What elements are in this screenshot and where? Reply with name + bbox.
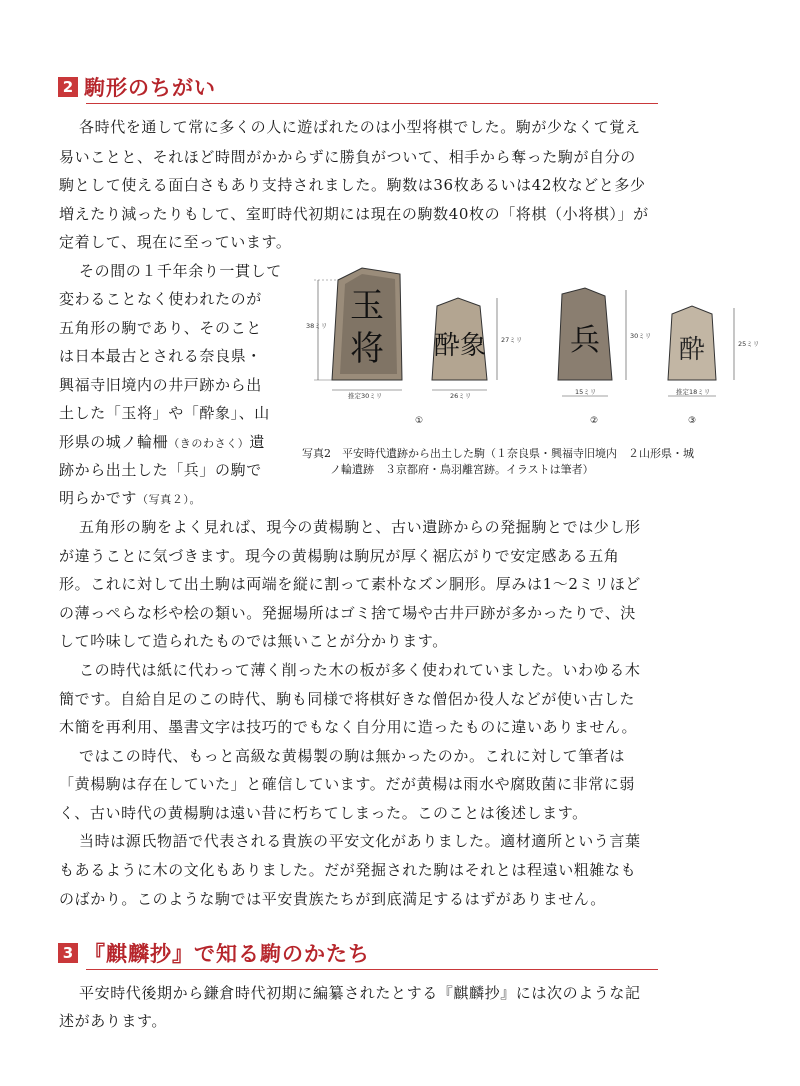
side-paragraph-line	[59, 432, 265, 454]
piece-suizo	[432, 298, 487, 380]
photo-reference: （写真２）。	[137, 493, 202, 506]
dimension-label: 26ミリ	[450, 392, 472, 400]
shogi-pieces-figure	[300, 262, 770, 430]
dimension-label: 25ミリ	[738, 340, 760, 348]
paragraph-line: 述があります。	[59, 1012, 168, 1030]
paragraph-line: の薄っぺらな杉や桧の類い。発掘場所はゴミ捨て場や古井戸跡が多かったりで、決	[59, 604, 636, 622]
paragraph-line: 五角形の駒をよく見れば、現今の黄楊駒と、古い遺跡からの発掘駒とでは少し形	[79, 518, 641, 536]
figure-caption-line: 写真2 平安時代遺跡から出土した駒（１奈良県・興福寺旧境内 ２山形県・城	[302, 447, 694, 460]
piece-gyokusho	[332, 268, 402, 380]
section-number-badge: 3	[58, 943, 78, 963]
dimension-label: 推定30ミリ	[348, 392, 383, 400]
figure-caption-line: ノ輪遺跡 ３京都府・鳥羽離宮跡。イラストは筆者）	[330, 463, 594, 476]
piece-glyph: 将	[350, 329, 384, 369]
paragraph-line: のばかり。このような駒では平安貴族たちが到底満足するはずがありません。	[59, 890, 606, 908]
paragraph-line: 形。これに対して出土駒は両端を縦に割って素朴なズン胴形。厚みは1〜2ミリほど	[59, 575, 641, 593]
piece-hei	[558, 288, 612, 380]
heading-rule	[86, 969, 658, 970]
paragraph-line: 「黄楊駒は存在していた」と確信しています。だが黄楊は雨水や腐敗菌に非常に弱	[59, 775, 636, 793]
paragraph-line: この時代は紙に代わって薄く削った木の板が多く使われていました。いわゆる木	[79, 661, 641, 679]
side-paragraph-line: その間の１千年余り一貫して	[79, 262, 282, 280]
paragraph-line: 簡です。自給自足のこの時代、駒も同様で将棋好きな僧侶か役人などが使い古した	[59, 690, 636, 708]
side-paragraph-line: 土した「玉将」や「酔象」、山	[59, 404, 270, 422]
side-paragraph-line: 変わることなく使われたのが	[59, 290, 262, 308]
piece-glyph: 玉	[350, 286, 384, 326]
paragraph-line: もあるように木の文化もありました。だが発掘された駒はそれとは程遠い粗雑なも	[59, 861, 637, 879]
text-segment: 遺	[249, 433, 266, 451]
side-paragraph-line: 五角形の駒であり、そのこと	[59, 319, 262, 337]
paragraph-line: 定着して、現在に至っています。	[59, 233, 292, 251]
side-paragraph-line: は日本最古とされる奈良県・	[59, 347, 262, 365]
paragraph-line: 易いことと、それほど時間がかからずに勝負がついて、相手から奪った駒が自分の	[59, 148, 636, 166]
side-paragraph-line: 跡から出土した「兵」の駒で	[59, 461, 262, 479]
paragraph-line: 各時代を通して常に多くの人に遊ばれたのは小型将棋でした。駒が少なくて覚え	[79, 118, 641, 136]
section-title: 『麒麟抄』で知る駒のかたち	[84, 941, 370, 966]
dimension-label: 27ミリ	[501, 336, 523, 344]
dimension-label: 15ミリ	[575, 388, 597, 396]
dimension-label: 30ミリ	[630, 332, 652, 340]
piece-glyph: 酔象	[433, 331, 487, 361]
section-number-badge: 2	[58, 77, 78, 97]
piece-glyph: 酔	[678, 335, 706, 365]
heading-rule	[86, 103, 658, 104]
piece-suizo-small	[668, 306, 716, 380]
ruby-reading: （きのわさく）	[168, 437, 250, 450]
dimension-label: 38ミリ	[306, 322, 328, 330]
piece-glyph: 兵	[570, 323, 600, 358]
paragraph-line: 駒として使える面白さもあり支持されました。駒数は36枚あるいは42枚などと多少	[59, 176, 646, 194]
text-segment: 明らかです	[59, 489, 138, 507]
paragraph-line: 木簡を再利用、墨書文字は技巧的でもなく自分用に造ったものに違いありません。	[59, 718, 638, 736]
paragraph-line: ではこの時代、もっと高級な黄楊製の駒は無かったのか。これに対して筆者は	[79, 747, 626, 765]
side-paragraph-line: 興福寺旧境内の井戸跡から出	[59, 376, 262, 394]
dimension-label: 推定18ミリ	[676, 388, 711, 396]
figure-number: ②	[589, 416, 599, 426]
paragraph-line: 当時は源氏物語で代表される貴族の平安文化がありました。適材適所という言葉	[79, 832, 641, 850]
paragraph-line: 増えたり減ったりもして、室町時代初期には現在の駒数40枚の「将棋（小将棋）」が	[59, 205, 649, 223]
paragraph-line: 平安時代後期から鎌倉時代初期に編纂されたとする『麒麟抄』には次のような記	[79, 984, 641, 1002]
section-2-heading	[58, 72, 658, 102]
figure-number: ①	[414, 416, 424, 426]
paragraph-line: して吟味して造られたものでは無いことが分かります。	[59, 632, 448, 650]
side-paragraph-line	[59, 488, 201, 510]
paragraph-line: が違うことに気づきます。現今の黄楊駒は駒尻が厚く裾広がりで安定感ある五角	[59, 547, 620, 565]
paragraph-line: く、古い時代の黄楊駒は遠い昔に朽ちてしまった。このことは後述します。	[59, 804, 588, 822]
text-segment: 形県の城ノ輪柵	[59, 433, 169, 451]
figure-number: ③	[687, 416, 697, 426]
section-title: 駒形のちがい	[84, 75, 216, 100]
section-3-heading	[58, 938, 658, 968]
